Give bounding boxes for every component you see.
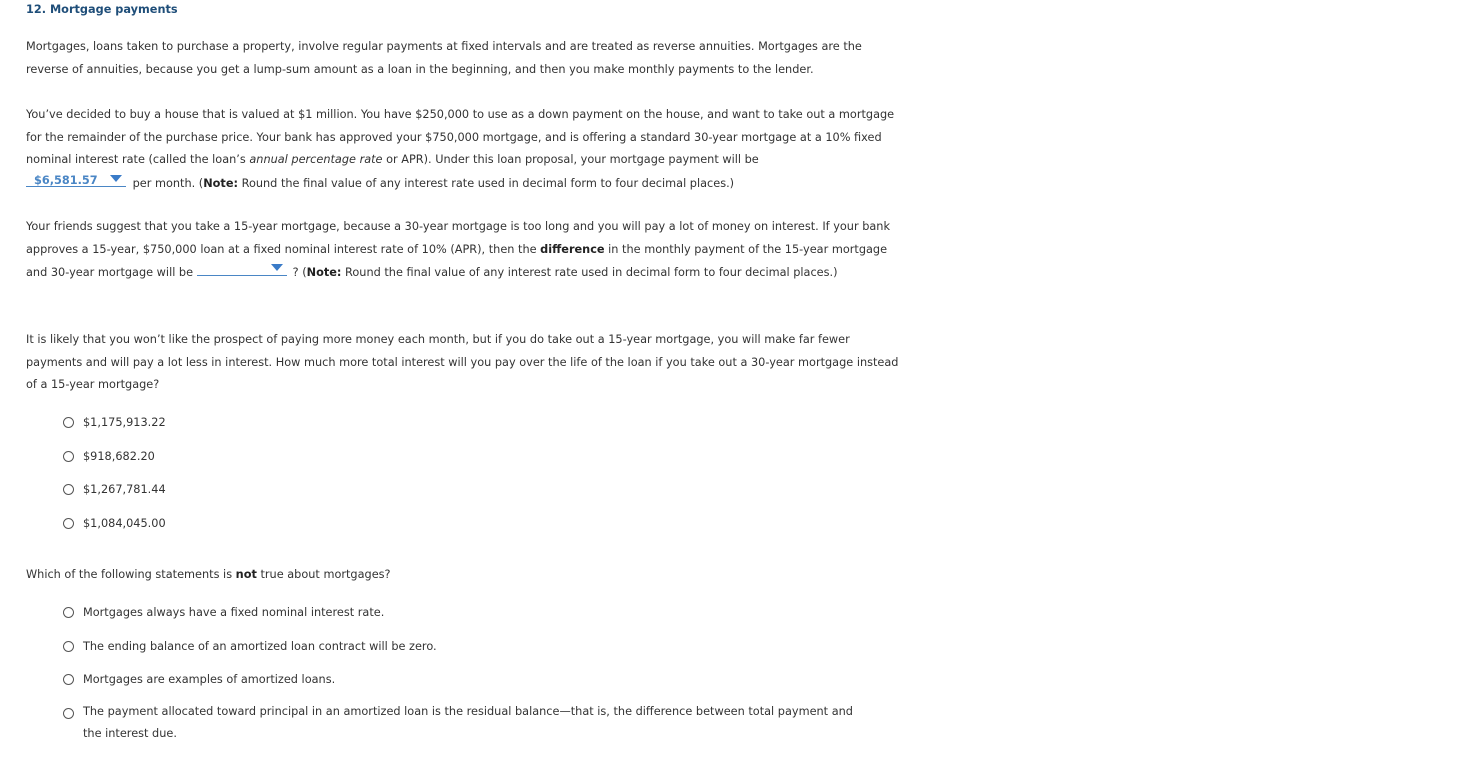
option-label: The payment allocated toward principal in an amortized loan is the residual balance—that is, the difference between total payment and the interest due.: [83, 704, 853, 741]
part1-text-b: or APR). Under this loan proposal, your mortgage payment will be: [382, 153, 759, 167]
part1-text-c: per month. (: [132, 176, 204, 190]
part2-text-c: ? (: [292, 266, 307, 280]
radio-button[interactable]: [63, 607, 74, 618]
part1-note-text: Round the final value of any interest rate used in decimal form to four decimal places.): [238, 176, 735, 190]
part2-text-a: Your friends suggest that you take a 15-year mortgage, because a 30-year mortgage is too long and you will pay a lot of money on interest. If your bank approves a 15-year, $750,000 loan at a fixed nominal interest rate of 10% (APR), then the: [26, 220, 891, 256]
monthly-payment-dropdown-value: $6,581.57: [34, 173, 98, 187]
radio-button[interactable]: [63, 484, 74, 495]
part1-text-a: You’ve decided to buy a house that is valued at $1 million. You have $250,000 to use as a down payment on the house, and want to take out a mortgage for the remainder of the purchase price. Your bank has approved your $750,000 mortgage, and is offering a standard 30-year mortgage at a 10% fixed nominal interest rate (called the loan’s: [26, 108, 895, 167]
monthly-payment-dropdown[interactable]: [26, 172, 126, 187]
option-label: The ending balance of an amortized loan contract will be zero.: [83, 639, 437, 653]
question-title: 12. Mortgage payments: [26, 3, 178, 16]
radio-button[interactable]: [63, 417, 74, 428]
part4-bold-word: not: [235, 568, 257, 581]
radio-button[interactable]: [63, 708, 74, 719]
part1-paragraph: [26, 104, 906, 195]
radio-button[interactable]: [63, 451, 74, 462]
option-label: $1,175,913.22: [83, 416, 166, 429]
part2-bold-word: difference: [540, 242, 605, 256]
radio-button[interactable]: [63, 518, 74, 529]
part2-text-b: in the monthly payment of the 15-year mortgage and 30-year mortgage will be: [26, 242, 888, 280]
dropdown-arrow-icon: [110, 175, 122, 182]
part2-note-text: Round the final value of any interest rate used in decimal form to four decimal places.): [341, 266, 838, 280]
option-label: Mortgages are examples of amortized loans.: [83, 673, 336, 686]
radio-button[interactable]: [63, 641, 74, 652]
intro-paragraph: Mortgages, loans taken to purchase a property, involve regular payments at fixed intervals and are treated as reverse annuities. Mortgages are the reverse of annuities, because you get a lump-sum amount as a loan in the beginning, and then you make monthly payments to the lender.: [26, 40, 862, 76]
radio-button[interactable]: [63, 674, 74, 685]
option-label: $1,084,045.00: [83, 516, 166, 530]
payment-difference-dropdown[interactable]: [197, 261, 287, 276]
part2-note-label: Note:: [306, 266, 342, 280]
part1-italic-term: annual percentage rate: [249, 153, 383, 167]
part1-note-label: Note:: [203, 176, 239, 190]
part4-text-b: true about mortgages?: [256, 568, 391, 581]
option-label: $918,682.20: [83, 449, 155, 463]
part3-paragraph: It is likely that you won’t like the prospect of paying more money each month, but if you do take out a 15-year mortgage, you will make far fewer payments and will pay a lot less in interest. How much more total interest will you pay over the life of the loan if you take out a 30-year mortgage instead of a 15-year mortgage?: [26, 333, 899, 392]
option-label: $1,267,781.44: [83, 483, 166, 496]
part4-text-a: Which of the following statements is: [26, 568, 236, 581]
part2-paragraph: [26, 216, 906, 285]
part4-question: [26, 564, 906, 587]
option-label: Mortgages always have a fixed nominal interest rate.: [83, 606, 385, 619]
dropdown-arrow-icon: [271, 264, 283, 271]
